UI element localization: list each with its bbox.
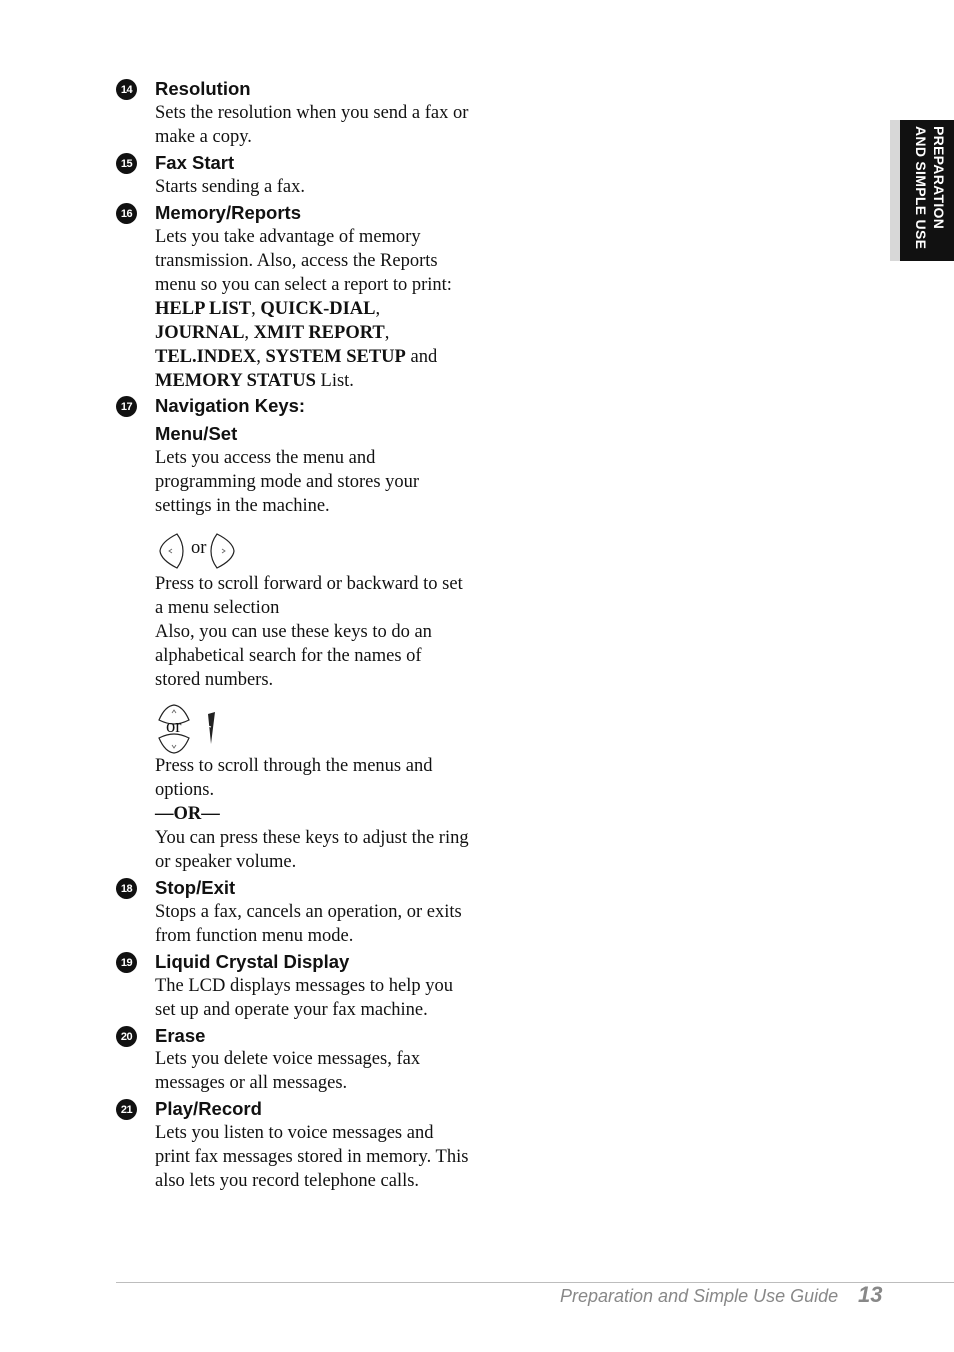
item-title: Memory/Reports [155,202,301,223]
report-name: MEMORY STATUS [155,371,316,391]
item-title: Stop/Exit [155,877,236,898]
number-badge: 18 [116,878,137,899]
conjunction: and [410,347,438,367]
text-line: Sets the resolution when you send a fax or [155,103,469,123]
text-line: Starts sending a fax. [155,177,306,197]
item-title: Erase [155,1025,206,1046]
number-badge: 15 [116,153,137,174]
number-badge: 21 [116,1099,137,1120]
or-label: or [191,538,207,558]
list-word: List. [320,371,354,391]
text-line: transmission. Also, access the Reports [155,251,438,271]
text-line: Lets you take advantage of memory [155,227,421,247]
item-description [155,572,485,692]
footer-guide-title: Preparation and Simple Use Guide [560,1286,839,1306]
number-badge: 20 [116,1026,137,1047]
text-line: Also, you can use these keys to do an [155,622,432,642]
text-line: Press to scroll forward or backward to set [155,574,463,594]
item-description [155,101,485,149]
item-description [155,1121,485,1193]
report-name: QUICK-DIAL [260,299,376,319]
text-line: set up and operate your fax machine. [155,1000,428,1020]
item-title: Resolution [155,78,251,99]
text-line: The LCD displays messages to help you [155,976,454,996]
text-line: menu so you can select a report to print: [155,275,452,295]
text-line: a menu selection [155,598,280,618]
left-right-keys [155,532,245,575]
item-description [155,1047,485,1095]
text-line: stored numbers. [155,670,274,690]
item-description [155,900,485,948]
text-line: messages or all messages. [155,1073,348,1093]
text-line: TEL.INDEX, SYSTEM SETUP and [155,347,438,367]
text-line: settings in the machine. [155,496,330,516]
item-title: Liquid Crystal Display [155,951,350,972]
section-tab-label [904,126,948,256]
tab-notch [890,120,900,261]
text-line: options. [155,780,215,800]
text-line: also lets you record telephone calls. [155,1171,420,1191]
number-badge: 17 [116,396,137,417]
page-number: 13 [858,1282,883,1307]
report-name: TEL.INDEX [155,347,257,367]
report-name: JOURNAL [155,323,245,343]
report-name: XMIT REPORT [253,323,385,343]
up-down-keys [155,702,225,761]
item-title: Navigation Keys: [155,395,306,416]
or-label: or [166,717,182,737]
text-line: or speaker volume. [155,852,297,872]
item-description [155,225,485,393]
item-description [155,754,485,874]
item-description [155,974,485,1022]
text-line [155,369,485,393]
report-name: SYSTEM SETUP [265,347,406,367]
or-divider: —OR— [155,804,220,824]
text-line: Lets you delete voice messages, fax [155,1049,421,1069]
report-name: HELP LIST [155,299,252,319]
item-title: Play/Record [155,1098,262,1119]
number-badge: 14 [116,79,137,100]
number-badge: 19 [116,952,137,973]
footer-divider [116,1282,954,1283]
item-description [155,446,485,518]
text-line: You can press these keys to adjust the ring [155,828,469,848]
text-line: JOURNAL, XMIT REPORT, [155,323,390,343]
text-line: Press to scroll through the menus and [155,756,433,776]
text-line: programming mode and stores your [155,472,420,492]
text-line: from function menu mode. [155,926,354,946]
subheading-menu-set: Menu/Set [155,423,238,444]
text-line: Stops a fax, cancels an operation, or exits [155,902,462,922]
text-line: alphabetical search for the names of [155,646,422,666]
section-tab-line2: AND SIMPLE USE [913,126,929,250]
section-tab [890,120,954,261]
text-line: print fax messages stored in memory. This [155,1147,469,1167]
number-badge: 16 [116,203,137,224]
text-line: make a copy. [155,127,252,147]
item-title: Fax Start [155,152,235,173]
section-tab-line1: PREPARATION [931,126,947,230]
text-line: Lets you listen to voice messages and [155,1123,434,1143]
text-line: Lets you access the menu and [155,448,376,468]
text-line: HELP LIST, QUICK-DIAL, [155,299,381,319]
item-description [155,175,485,199]
